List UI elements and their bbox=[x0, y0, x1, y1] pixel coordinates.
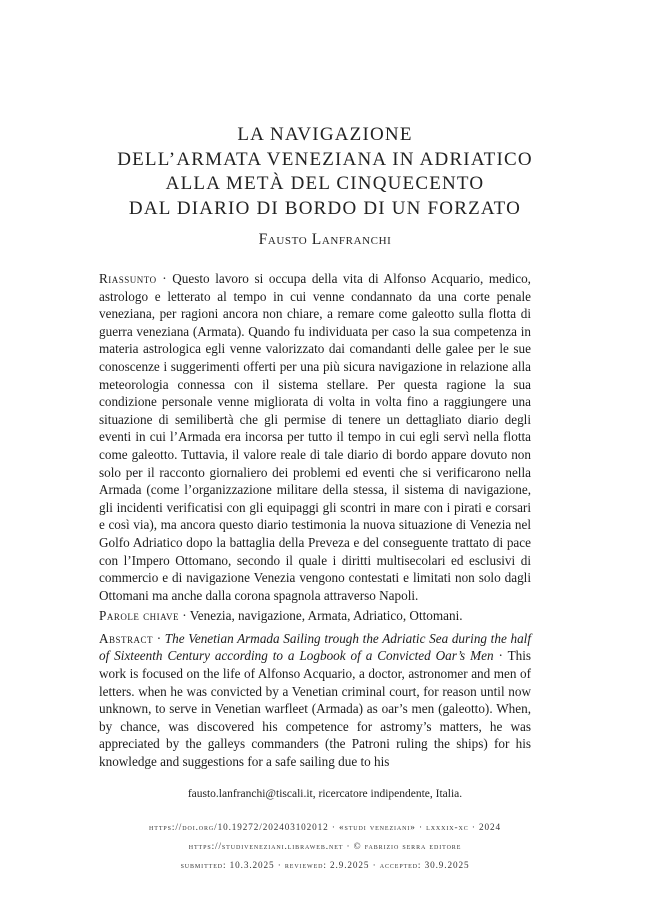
keywords-paragraph bbox=[99, 607, 531, 625]
footer-website-line: https://studiveneziani.libraweb.net · © fabrizio serra editore bbox=[188, 841, 462, 851]
title-line-3: ALLA METÀ DEL CINQUECENTO bbox=[165, 173, 485, 194]
article-title bbox=[60, 123, 590, 221]
author-name: Fausto Lanfranchi bbox=[258, 231, 392, 248]
riassunto-text: Questo lavoro si occupa della vita di Alfonso Acquario, medico, astrologo e letterato al tempo in cui venne condannato da una corte penale veneziana, per ragioni ancora non chiare, a remare come galeotto sulla flotta di guerra veneziana (Armata). Quando fu individuata per caso la sua competenza in materia astrologica egli venne valorizzato dai comandanti delle galee per le sue conoscenze i suggerimenti offerti per una più sicura navigazione in relazione alla meteorologia connessa con il sistema stellare. Per questa ragione la sua condizione personale venne migliorata di volta in volta fino a raggiungere una situazione di semilibertà che gli permise di tenere un dettagliato diario degli eventi in cui l’Armada era incorsa per tutto il tempo in cui egli servì nella flotta come galeotto. Tuttavia, il valore reale di tale diario di bordo appare dovuto non solo per il racconto giornaliero dei problemi ed eventi che si verificarono nella Armada (come l’organizzazione militare della stessa, il sistema di navigazione, gli incidenti verificatisi con gli equipaggi gli scontri in mare con i pirati e corsari e così via), ma ancora questo diario testimonia la nuova situazione di Venezia nel Golfo Adriatico dopo la battaglia della Preveza e del conseguente trattato di pace con l’Impero Ottomano, secondo il quale i diritti multisecolari ed esclusivi di commercio e di navigazione Venezia vengono contestati e limitati non solo dagli Ottomani ma anche dalla corona spagnola attraverso Napoli. bbox=[99, 271, 531, 603]
title-line-1: LA NAVIGAZIONE bbox=[237, 124, 413, 145]
abstract-paragraph bbox=[99, 630, 531, 771]
riassunto-separator: · bbox=[156, 271, 173, 286]
riassunto-paragraph bbox=[99, 270, 531, 604]
abstract-separator-2: · bbox=[493, 648, 508, 664]
keywords-label: Parole chiave bbox=[99, 608, 179, 624]
abstract-separator: · bbox=[153, 630, 165, 646]
keywords-separator: · bbox=[178, 608, 190, 624]
abstract-title: The Venetian Armada Sailing trough the Adriatic Sea during the half of Sixteenth Century according to a Logbook of a Convicted Oar’s Men bbox=[99, 630, 531, 664]
riassunto-label: Riassunto bbox=[99, 271, 157, 286]
footer-doi-line: https://doi.org/10.19272/202403102012 · «studi veneziani» · lxxxix-xc · 2024 bbox=[149, 822, 501, 832]
title-line-2: DELL’ARMATA VENEZIANA IN ADRIATICO bbox=[117, 148, 533, 170]
footer-dates-line: submitted: 10.3.2025 · reviewed: 2.9.2025 · accepted: 30.9.2025 bbox=[180, 860, 470, 870]
abstract-text: This work is focused on the life of Alfonso Acquario, a doctor, astronomer and men of letters. when he was convicted by a Venetian criminal court, for reason until now unknown, to serve in Venetian warfleet (Armada) as oar’s men (galeotto). When, by chance, was discovered his competence for astromy’s matters, he was appreciated by the galleys commanders (the Patroni ruling the ships) for his knowledge and suggestions for a safe sailing due to his bbox=[99, 648, 532, 770]
author-footnote: fausto.lanfranchi@tiscali.it, ricercatore indipendente, Italia. bbox=[187, 788, 463, 800]
title-line-4: DAL DIARIO DI BORDO DI UN FORZATO bbox=[128, 197, 522, 219]
abstract-label: Abstract bbox=[99, 630, 154, 646]
article-body bbox=[99, 270, 531, 771]
keywords-text: Venezia, navigazione, Armata, Adriatico, Ottomani. bbox=[189, 608, 463, 624]
